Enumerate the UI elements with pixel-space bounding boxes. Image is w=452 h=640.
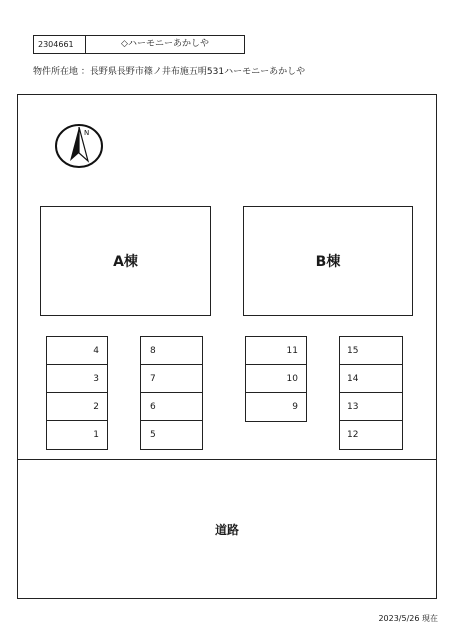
road-label: 道路 xyxy=(214,522,239,537)
parking-spot-number: 2 xyxy=(93,401,99,412)
address-label: 物件所在地 xyxy=(33,67,79,77)
parking-spot-4 xyxy=(46,336,108,365)
parking-spot-number: 13 xyxy=(347,401,359,412)
parking-spot-number: 5 xyxy=(150,430,156,440)
parking-spot-number: 10 xyxy=(286,373,298,384)
parking-spot-number: 12 xyxy=(347,430,359,440)
parking-spot-8 xyxy=(140,336,203,365)
building-a-label: A棟 xyxy=(113,254,138,270)
parking-spot-6 xyxy=(140,392,203,421)
parking-spot-number: 15 xyxy=(347,345,359,356)
parking-spot-12 xyxy=(339,420,403,450)
parking-spot-15 xyxy=(339,336,403,365)
compass-north-label: N xyxy=(84,129,90,137)
parking-spot-5 xyxy=(140,420,203,450)
parking-spot-7 xyxy=(140,364,203,393)
parking-spot-number: 8 xyxy=(150,345,156,356)
address-separator: ： xyxy=(80,67,90,77)
property-id: 2304661 xyxy=(34,36,86,53)
as-of-date: 2023/5/26 現在 xyxy=(378,614,438,623)
parking-spot-14 xyxy=(339,364,403,393)
property-header xyxy=(33,35,245,54)
building-b xyxy=(243,206,413,316)
parking-spot-10 xyxy=(245,364,307,393)
address-line xyxy=(33,64,305,77)
parking-spot-9 xyxy=(245,392,307,422)
parking-spot-number: 9 xyxy=(292,402,298,412)
parking-spot-number: 3 xyxy=(93,373,99,384)
parking-spot-number: 6 xyxy=(150,401,156,412)
building-b-label: B棟 xyxy=(315,254,341,270)
parking-spot-11 xyxy=(245,336,307,365)
parking-spot-13 xyxy=(339,392,403,421)
parking-spot-2 xyxy=(46,392,108,421)
parking-spot-number: 14 xyxy=(347,373,359,384)
north-compass-icon xyxy=(54,123,104,169)
property-name: ◇ハーモニーあかしや xyxy=(121,39,209,49)
parking-spot-number: 11 xyxy=(286,345,298,356)
parking-spot-number: 4 xyxy=(93,345,99,356)
building-a xyxy=(40,206,211,316)
parking-spot-1 xyxy=(46,420,108,450)
parking-spot-number: 1 xyxy=(93,430,99,440)
address-value: 長野県長野市篠ノ井布施五明531ハーモニーあかしや xyxy=(89,67,306,77)
road-area xyxy=(17,459,437,599)
parking-spot-number: 7 xyxy=(150,373,156,384)
parking-spot-3 xyxy=(46,364,108,393)
